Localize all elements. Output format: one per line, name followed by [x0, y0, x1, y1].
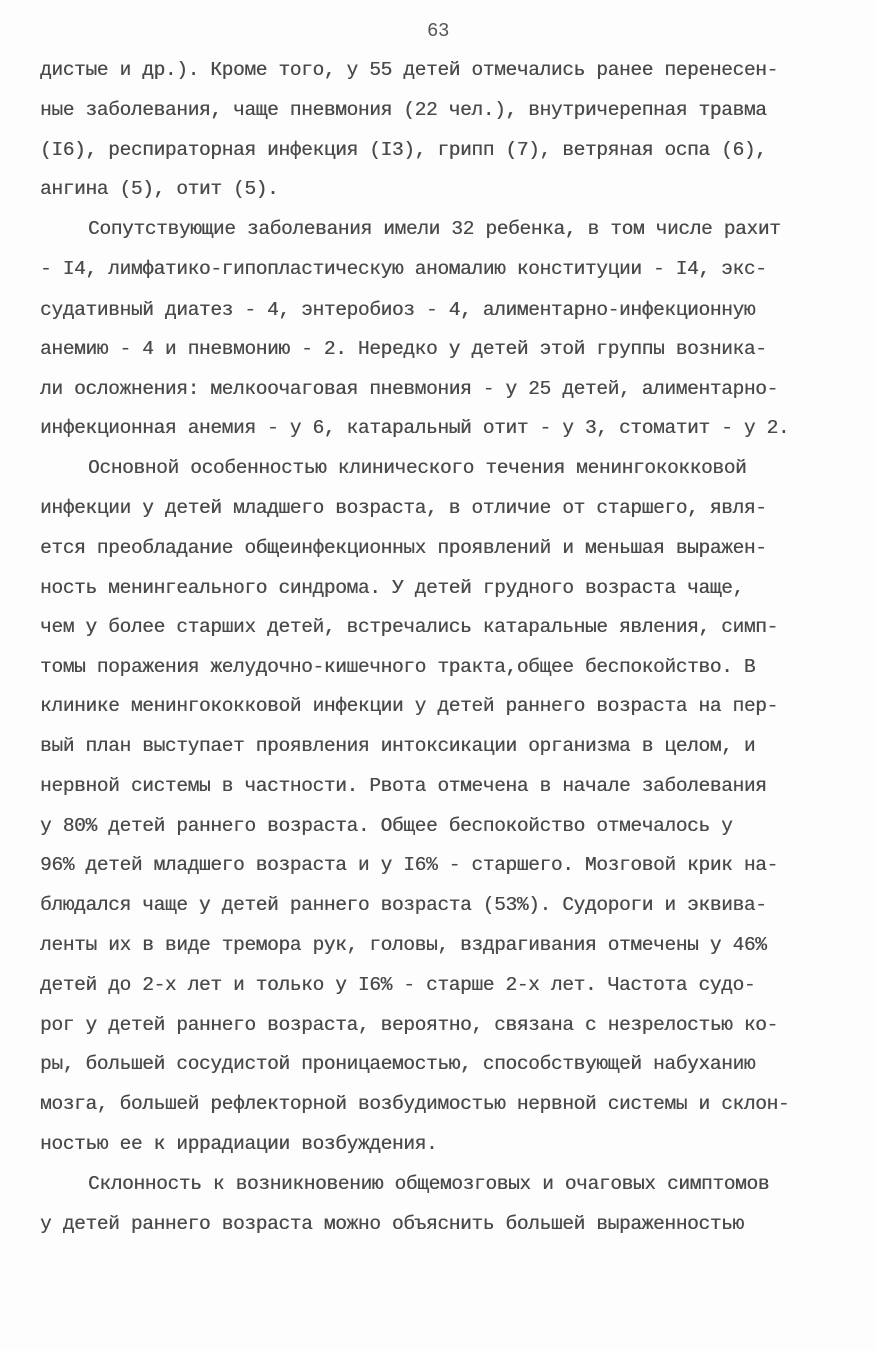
- text-line: Склонность к возникновению общемозговых и очаговых симптомов: [88, 1173, 770, 1195]
- text-line: инфекционная анемия - у 6, катаральный отит - у 3, стоматит - у 2.: [40, 417, 790, 439]
- text-line: ные заболевания, чаще пневмония (22 чел.), внутричерепная травма: [40, 99, 767, 121]
- text-line: судативный диатез - 4, энтеробиоз - 4, алиментарно-инфекционную: [40, 299, 756, 321]
- text-line: нервной системы в частности. Рвота отмечена в начале заболевания: [40, 775, 767, 797]
- text-line: ленты их в виде тремора рук, головы, вздрагивания отмечены у 46%: [40, 934, 767, 956]
- text-line: клинике менингококковой инфекции у детей раннего возраста на пер-: [40, 695, 778, 717]
- text-line: (I6), респираторная инфекция (I3), грипп (7), ветряная оспа (6),: [40, 139, 767, 161]
- text-line: Основной особенностью клинического течения менингококковой: [88, 457, 747, 479]
- text-line: ностью ее к иррадиации возбуждения.: [40, 1133, 438, 1155]
- text-line: ры, большей сосудистой проницаемостью, способствующей набуханию: [40, 1053, 756, 1075]
- text-line: томы поражения желудочно-кишечного тракта,общее беспокойство. В: [40, 656, 756, 678]
- text-line: ангина (5), отит (5).: [40, 178, 279, 200]
- text-line: у 80% детей раннего возраста. Общее беспокойство отмечалось у: [40, 815, 733, 837]
- text-line: 96% детей младшего возраста и у I6% - старшего. Мозговой крик на-: [40, 854, 778, 876]
- text-line: дистые и др.). Кроме того, у 55 детей отмечались ранее перенесен-: [40, 59, 778, 81]
- text-line: чем у более старших детей, встречались катаральные явления, симп-: [40, 616, 778, 638]
- text-line: ется преобладание общеинфекционных проявлений и меньшая выражен-: [40, 537, 767, 559]
- text-line: мозга, большей рефлекторной возбудимостью нервной системы и склон-: [40, 1093, 790, 1115]
- text-line: ли осложнения: мелкоочаговая пневмония - у 25 детей, алиментарно-: [40, 378, 778, 400]
- text-line: анемию - 4 и пневмонию - 2. Нередко у детей этой группы возника-: [40, 338, 767, 360]
- text-line: инфекции у детей младшего возраста, в отличие от старшего, явля-: [40, 497, 767, 519]
- text-line: Сопутствующие заболевания имели 32 ребенка, в том числе рахит: [88, 218, 781, 240]
- text-line: блюдался чаще у детей раннего возраста (53%). Судороги и эквива-: [40, 894, 767, 916]
- text-line: - I4, лимфатико-гипопластическую аномалию конституции - I4, экс-: [40, 258, 767, 280]
- text-line: вый план выступает проявления интоксикации организма в целом, и: [40, 735, 756, 757]
- text-line: рог у детей раннего возраста, вероятно, связана с незрелостью ко-: [40, 1014, 778, 1036]
- page-number: 63: [426, 20, 450, 42]
- text-line: ность менингеального синдрома. У детей грудного возраста чаще,: [40, 577, 744, 599]
- text-line: у детей раннего возраста можно объяснить большей выраженностью: [40, 1213, 744, 1235]
- text-line: детей до 2-х лет и только у I6% - старше 2-х лет. Частота судо-: [40, 974, 756, 996]
